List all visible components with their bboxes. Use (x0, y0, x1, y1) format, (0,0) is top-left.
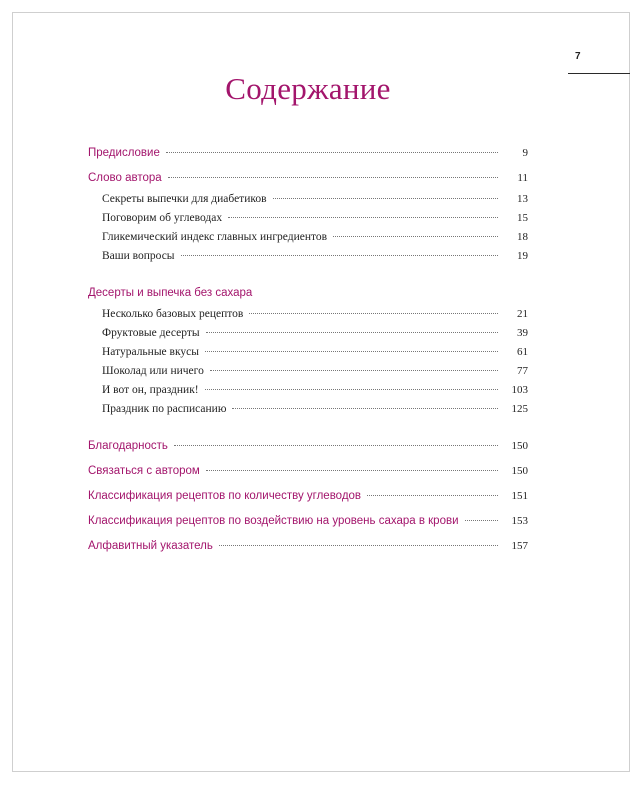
toc-entry-page: 11 (517, 172, 528, 184)
toc-entry-page: 19 (517, 250, 528, 262)
leader-dots (166, 152, 498, 153)
toc-entry-page: 15 (517, 212, 528, 224)
leader-dots (273, 198, 498, 199)
leader-dots (210, 370, 498, 371)
leader-dots (206, 332, 498, 333)
toc-entry-alphabetical-index[interactable] (88, 540, 528, 556)
toc-entry-glycemic-index[interactable] (88, 231, 528, 247)
toc-entry-label: Классификация рецептов по воздействию на уровень сахара в крови (88, 515, 459, 527)
toc-entry-page: 125 (511, 403, 528, 415)
toc-entry-page: 150 (511, 440, 528, 452)
toc-entry-label: Благодарность (88, 440, 168, 452)
toc-entry-label: Праздник по расписанию (102, 403, 227, 415)
toc-entry-label: Десерты и выпечка без сахара (88, 287, 253, 299)
toc-entry-classification-blood-sugar[interactable] (88, 515, 528, 531)
toc-entry-scheduled-holiday[interactable] (88, 403, 528, 419)
toc-entry-page: 61 (517, 346, 528, 358)
leader-dots (465, 520, 499, 521)
toc-entry-page: 153 (511, 515, 528, 527)
toc-entry-page: 77 (517, 365, 528, 377)
toc-entry-author-word[interactable] (88, 172, 528, 188)
toc-entry-holiday[interactable] (88, 384, 528, 400)
toc-entry-page: 157 (511, 540, 528, 552)
toc-entry-acknowledgements[interactable] (88, 440, 528, 456)
page-title: Содержание (225, 71, 391, 106)
toc-entry-page: 18 (517, 231, 528, 243)
toc-entry-label: Фруктовые десерты (102, 327, 200, 339)
toc-entry-carbs[interactable] (88, 212, 528, 228)
leader-dots (205, 351, 498, 352)
toc-entry-fruit-desserts[interactable] (88, 327, 528, 343)
toc-entry-label: Секреты выпечки для диабетиков (102, 193, 267, 205)
toc-entry-label: Ваши вопросы (102, 250, 175, 262)
toc-entry-chocolate[interactable] (88, 365, 528, 381)
leader-dots (367, 495, 498, 496)
leader-dots (168, 177, 498, 178)
leader-dots (219, 545, 498, 546)
leader-dots (333, 236, 498, 237)
toc-entry-label: Поговорим об углеводах (102, 212, 223, 224)
toc-entry-label: Гликемический индекс главных ингредиентов (102, 231, 328, 243)
toc-entry-page: 151 (511, 490, 528, 502)
leader-dots (232, 408, 498, 409)
leader-dots (181, 255, 498, 256)
toc-entry-label: Шоколад или ничего (102, 365, 204, 377)
toc-entry-questions[interactable] (88, 250, 528, 266)
toc-entry-preface[interactable] (88, 147, 528, 163)
toc-entry-page: 39 (517, 327, 528, 339)
toc-entry-contact-author[interactable] (88, 465, 528, 481)
toc-entry-label: Классификация рецептов по количеству углеводов (88, 490, 362, 502)
toc-entry-baking-secrets[interactable] (88, 193, 528, 209)
book-page (12, 12, 630, 772)
toc-entry-page: 13 (517, 193, 528, 205)
leader-dots (174, 445, 498, 446)
toc-entry-page: 103 (511, 384, 528, 396)
leader-dots (249, 313, 498, 314)
toc-entry-page: 21 (517, 308, 528, 320)
leader-dots (205, 389, 498, 390)
toc-entry-label: Натуральные вкусы (102, 346, 199, 358)
toc-entry-label: Слово автора (88, 172, 162, 184)
leader-dots (228, 217, 498, 218)
toc-entry-label: Предисловие (88, 147, 160, 159)
toc-entry-page: 9 (522, 147, 528, 159)
toc-entry-base-recipes[interactable] (88, 308, 528, 324)
toc-entry-label: Связаться с автором (88, 465, 200, 477)
leader-dots (206, 470, 498, 471)
toc-entry-label: И вот он, праздник! (102, 384, 199, 396)
toc-entry-page: 150 (511, 465, 528, 477)
page-number: 7 (575, 51, 581, 62)
toc-entry-classification-carbs[interactable] (88, 490, 528, 506)
toc-entry-label: Алфавитный указатель (88, 540, 213, 552)
toc-entry-natural-flavors[interactable] (88, 346, 528, 362)
toc-entry-label: Несколько базовых рецептов (102, 308, 244, 320)
toc-section-desserts[interactable] (88, 287, 528, 303)
